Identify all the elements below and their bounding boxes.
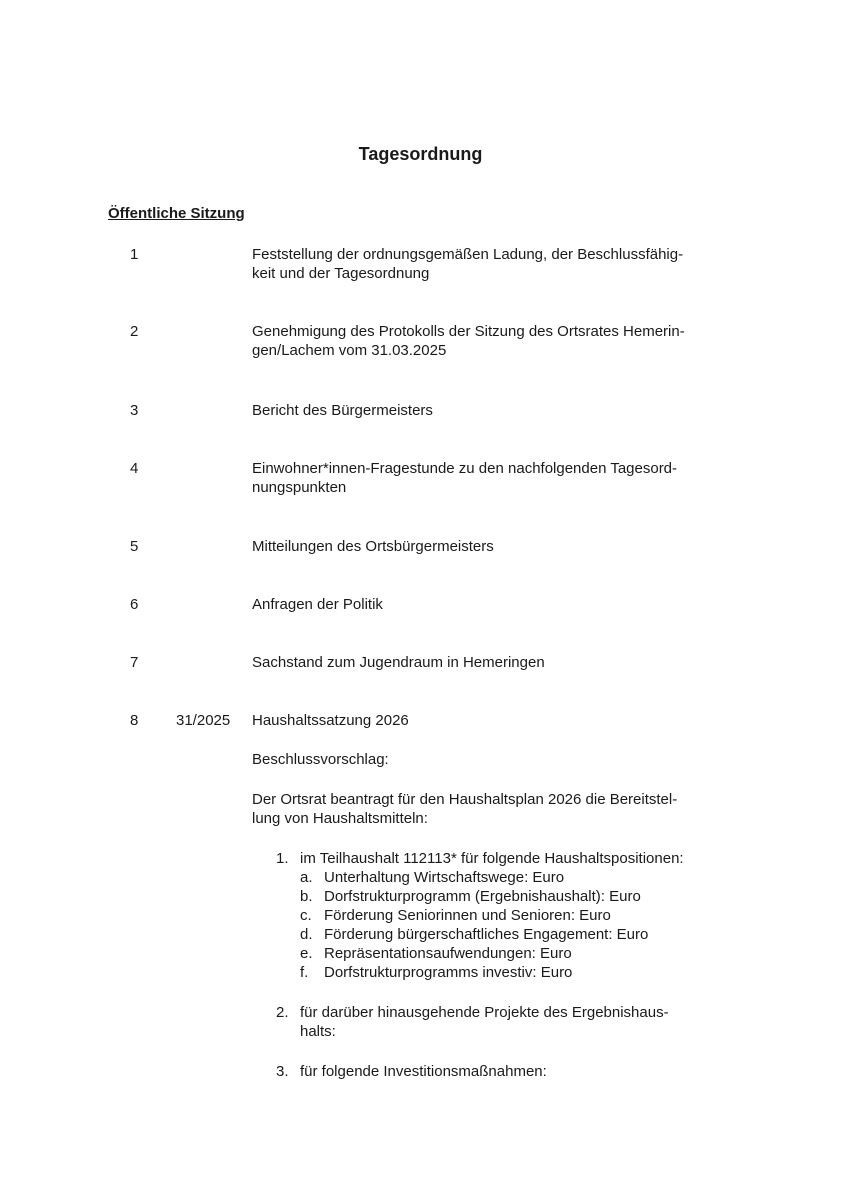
sublist-text: Repräsentationsaufwendungen: Euro [324,945,572,962]
sublist-item [300,944,720,963]
sublist-item [300,887,720,906]
agenda-item-number: 3 [130,402,139,419]
agenda-item-text-line: nungspunkten [252,479,347,496]
agenda-item-text-line: gen/Lachem vom 31.03.2025 [252,342,447,359]
list-item-number: 3. [276,1063,289,1080]
proposal-intro-line: Der Ortsrat beantragt für den Haushaltsplan 2026 die Bereitstel- [252,791,678,808]
list-item-text-line: halts: [300,1023,336,1040]
agenda-item-number: 8 [130,712,139,729]
sublist-letter: d. [300,926,313,943]
agenda-item-text-line: Feststellung der ordnungsgemäßen Ladung, der Beschlussfähig- [252,246,684,263]
sublist-letter: c. [300,907,312,924]
sublist-item [300,925,720,944]
sublist-letter: f. [300,964,309,981]
agenda-item-text-line: Anfragen der Politik [252,596,383,613]
sublist-text: Förderung bürgerschaftliches Engagement: Euro [324,926,649,943]
agenda-item-text-line: Genehmigung des Protokolls der Sitzung des Ortsrates Hemerin- [252,323,685,340]
agenda-item-text-line: Sachstand zum Jugendraum in Hemeringen [252,654,545,671]
list-item-text-line: im Teilhaushalt 112113* für folgende Haushaltspositionen: [300,850,684,867]
sublist-letter: b. [300,888,313,905]
agenda-item-number: 7 [130,654,139,671]
sublist-text: Förderung Seniorinnen und Senioren: Euro [324,907,611,924]
agenda-item-number: 5 [130,538,139,555]
sublist-item [300,868,720,887]
agenda-item-text-line: Mitteilungen des Ortsbürgermeisters [252,538,494,555]
proposal-intro [252,790,742,828]
list-item-number: 2. [276,1004,289,1021]
agenda-item-reference: 31/2025 [176,712,231,729]
sublist-text: Dorfstrukturprogramm (Ergebnishaushalt): Euro [324,888,641,905]
sublist [300,868,720,982]
agenda-item-text-line: Einwohner*innen-Fragestunde zu den nachfolgenden Tagesord- [252,460,678,477]
sublist-letter: e. [300,945,313,962]
agenda-item-number: 2 [130,323,139,340]
sublist-item [300,906,720,925]
page-title: Tagesordnung [358,144,483,164]
agenda-item-text-line: Bericht des Bürgermeisters [252,402,433,419]
proposal-intro-line: lung von Haushaltsmitteln: [252,810,428,827]
agenda-item-text-line: keit und der Tagesordnung [252,265,430,282]
agenda-item-number: 6 [130,596,139,613]
list-item-text-line: für folgende Investitionsmaßnahmen: [300,1063,547,1080]
list-item-text-line: für darüber hinausgehende Projekte des Ergebnishaus- [300,1004,669,1021]
sublist-letter: a. [300,869,313,886]
sublist-text: Unterhaltung Wirtschaftswege: Euro [324,869,565,886]
agenda-item-number: 4 [130,460,139,477]
list-item-number: 1. [276,850,289,867]
sublist-item [300,963,720,982]
proposal-label: Beschlussvorschlag: [252,751,389,768]
agenda-item-number: 1 [130,246,139,263]
agenda-item-text-line: Haushaltssatzung 2026 [252,712,409,729]
sublist-text: Dorfstrukturprogramms investiv: Euro [324,964,573,981]
section-heading: Öffentliche Sitzung [108,205,245,222]
